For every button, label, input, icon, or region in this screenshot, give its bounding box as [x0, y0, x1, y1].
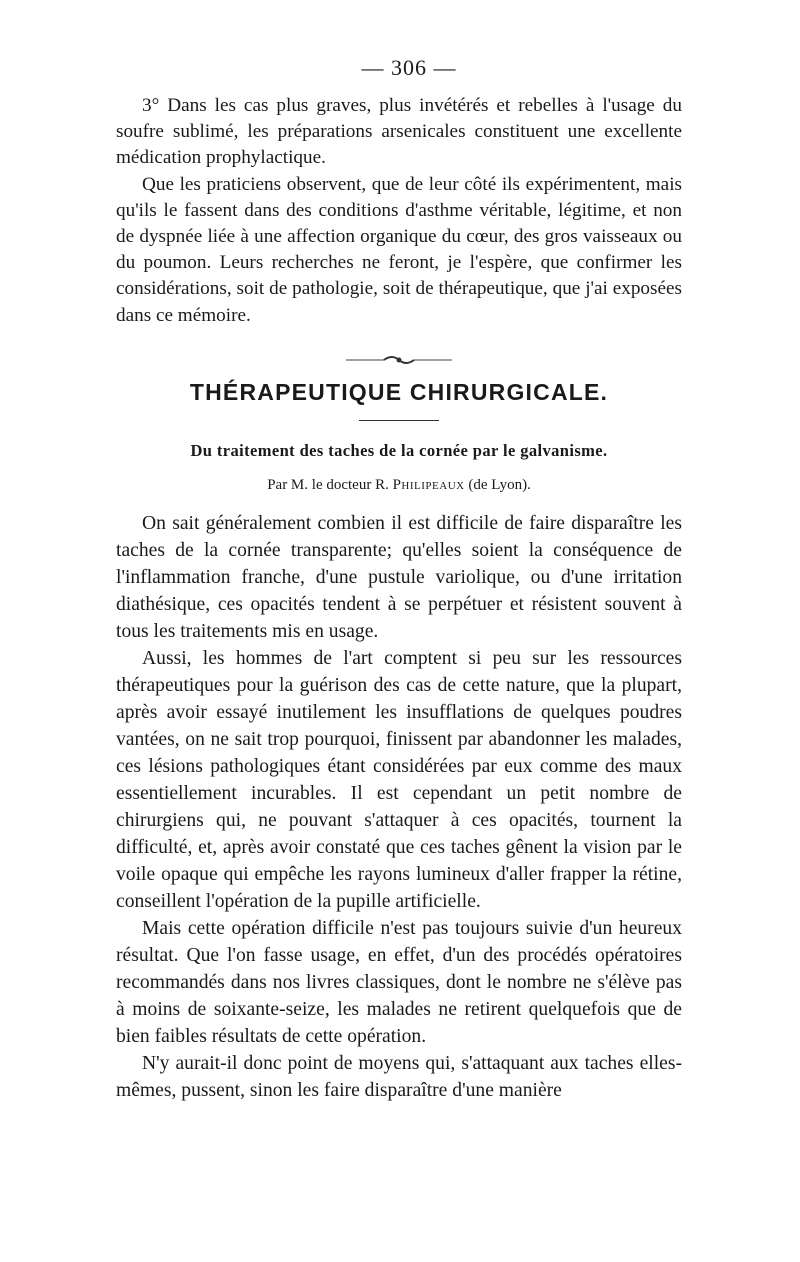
title-rule [359, 420, 439, 421]
byline-suffix: (de Lyon). [468, 476, 531, 493]
page-number: — 306 — [361, 55, 457, 80]
intro-text [116, 93, 682, 329]
section-title: THÉRAPEUTIQUE CHIRURGICALE. [189, 378, 609, 405]
ornament-divider-icon [116, 353, 682, 367]
article-paragraph-2: Aussi, les hommes de l'art comptent si peu sur les ressources thérapeutiques pour la guérison des cas de cette nature, que la plupart, après avoir essayé inutilement les insufflations de quelques poudres vantées, on ne sait trop pourquoi, finissent par abandonner les malades, ces lésions pathologiques étant considérées par eux comme des maux essentiellement incurables. Il est cependant un petit nombre de chirurgiens qui, ne pouvant s'attaquer à ces opacités, tournent la difficulté, et, après avoir constaté que ces taches gênent la vision par le voile opaque qui empêche les rayons lumineux d'aller frapper la rétine, conseillent l'opération de la pupille artificielle. [116, 647, 682, 912]
byline-prefix: Par M. le docteur R. [267, 476, 389, 493]
article-paragraph-1: On sait généralement combien il est difficile de faire disparaître les taches de la cornée transparente; qu'elles soient la conséquence de l'inflammation franche, d'une pustule variolique, ou d'une irritation diathésique, ces opacités tendent à se perpétuer et résistent souvent à tous les traitements mis en usage. [116, 512, 682, 642]
byline-author: Philipeaux [392, 476, 465, 493]
intro-paragraph-1: 3° Dans les cas plus graves, plus invétérés et rebelles à l'usage du soufre sublimé, les préparations arsenicales constituent une excellente médication prophylactique. [116, 95, 682, 169]
article-title: Du traitement des taches de la cornée par le galvanisme. [190, 440, 608, 460]
article [116, 441, 682, 1104]
article-paragraph-4: N'y aurait-il donc point de moyens qui, s'attaquant aux taches elles-mêmes, pussent, sinon les faire disparaître d'une manière [116, 1052, 682, 1101]
article-paragraph-3: Mais cette opération difficile n'est pas toujours suivie d'un heureux résultat. Que l'on fasse usage, en effet, d'un des procédés opératoires recommandés dans nos livres classiques, dont le nombre ne s'élève pas à moins de soixante-seize, les malades ne retirent quelquefois que de bien faibles résultats de cette opération. [116, 917, 682, 1047]
byline [116, 477, 682, 494]
book-page [116, 55, 682, 1104]
intro-paragraph-2: Que les praticiens observent, que de leur côté ils expérimentent, mais qu'ils le fassent dans des conditions d'asthme véritable, légitime, et non de dyspnée liée à une affection organique du cœur, des gros vaisseaux ou du poumon. Leurs recherches ne feront, je l'espère, que confirmer les considérations, soit de pathologie, soit de thérapeutique, que j'ai exposées dans ce mémoire. [116, 173, 682, 326]
